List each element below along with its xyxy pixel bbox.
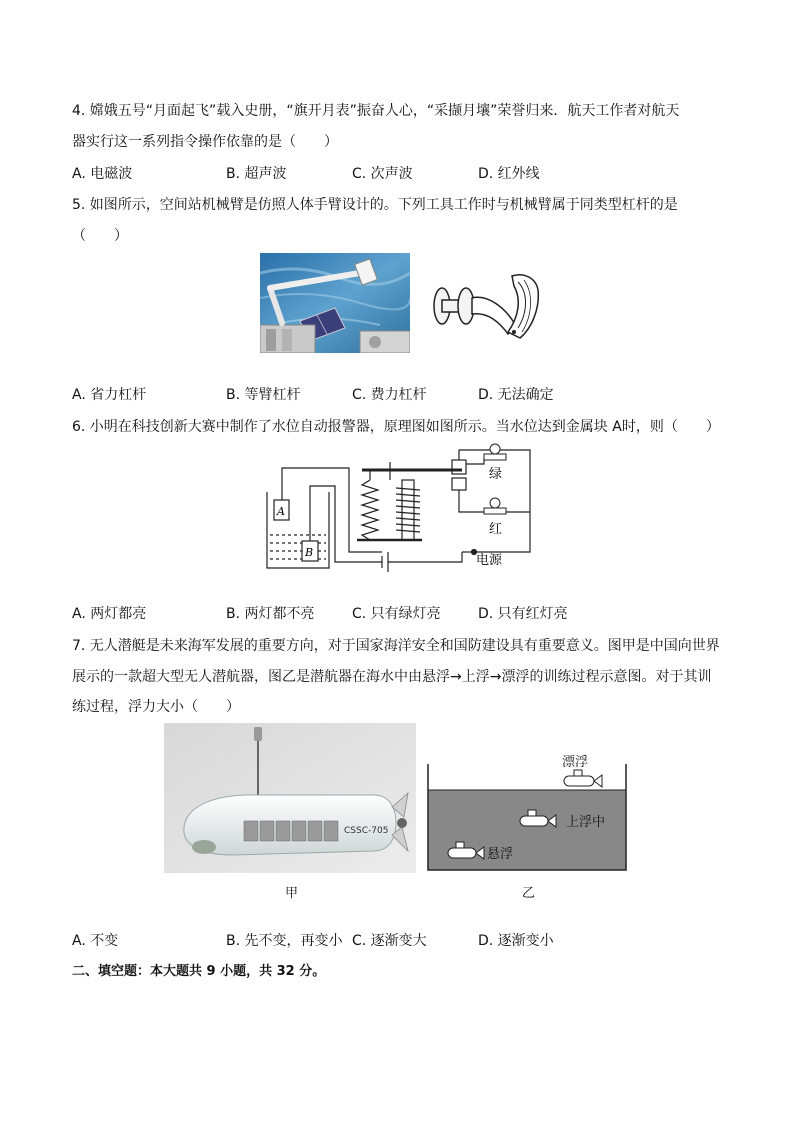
q4-stem-line2: 器实行这一系列指令操作依靠的是（ ） xyxy=(72,134,338,150)
q6-stem-line1: 6. 小明在科技创新大赛中制作了水位自动报警器，原理图如图所示。当水位达到金属块 A时，则（ ） xyxy=(72,419,720,435)
submarine-training-diagram xyxy=(424,748,630,873)
q7-option-c: C. 逐渐变大 xyxy=(352,933,427,949)
submarine-photo xyxy=(164,723,416,873)
q5-option-d: D. 无法确定 xyxy=(478,387,554,403)
power-source-label: 电源 xyxy=(476,553,503,568)
q4-option-a: A. 电磁波 xyxy=(72,166,133,182)
section-2-heading: 二、填空题：本大题共 9 小题，共 32 分。 xyxy=(72,964,326,979)
q5-option-b: B. 等臂杠杆 xyxy=(226,387,301,403)
q4-stem-line1: 4. 嫦娥五号“月面起飞”载入史册，“旗开月表”振奋人心，“采撷月壤”荣誉归来．航天工作者对航天 xyxy=(72,103,680,119)
arm-dumbbell-image xyxy=(428,268,548,348)
water-alarm-circuit-diagram xyxy=(262,440,532,575)
q4-option-d: D. 红外线 xyxy=(478,166,540,182)
q7-stem-line2: 展示的一款超大型无人潜航器，图乙是潜航器在海水中由悬浮→上浮→漂浮的训练过程示意图。对于其训 xyxy=(72,669,712,685)
q7-option-b: B. 先不变，再变小 xyxy=(226,933,343,949)
submarine-hull-text: CSSC-705 xyxy=(344,826,389,836)
q4-option-c: C. 次声波 xyxy=(352,166,413,182)
caption-jia: 甲 xyxy=(285,886,299,901)
q7-stem-line3: 练过程，浮力大小（ ） xyxy=(72,699,240,715)
q5-option-c: C. 费力杠杆 xyxy=(352,387,427,403)
red-lamp-label: 红 xyxy=(489,522,503,537)
block-b-label: B xyxy=(305,546,314,559)
q7-stem-line1: 7. 无人潜艇是未来海军发展的重要方向，对于国家海洋安全和国防建设具有重要意义。图甲是中国向世界 xyxy=(72,638,720,654)
caption-yi: 乙 xyxy=(522,886,536,901)
suspend-label: 悬浮 xyxy=(487,847,514,862)
q5-stem-line1: 5. 如图所示，空间站机械臂是仿照人体手臂设计的。下列工具工作时与机械臂属于同类型杠杆的是 xyxy=(72,197,678,213)
q6-option-c: C. 只有绿灯亮 xyxy=(352,606,441,622)
q6-option-b: B. 两灯都不亮 xyxy=(226,606,315,622)
float-label: 漂浮 xyxy=(562,755,589,770)
q4-option-b: B. 超声波 xyxy=(226,166,287,182)
robotic-arm-image xyxy=(260,253,410,353)
q7-option-d: D. 逐渐变小 xyxy=(478,933,554,949)
rising-label: 上浮中 xyxy=(566,815,606,830)
green-lamp-label: 绿 xyxy=(489,467,503,482)
q6-option-d: D. 只有红灯亮 xyxy=(478,606,568,622)
block-a-label: A xyxy=(277,505,285,518)
q6-option-a: A. 两灯都亮 xyxy=(72,606,147,622)
q5-option-a: A. 省力杠杆 xyxy=(72,387,147,403)
q7-option-a: A. 不变 xyxy=(72,933,119,949)
q5-stem-line2: （ ） xyxy=(72,228,128,244)
